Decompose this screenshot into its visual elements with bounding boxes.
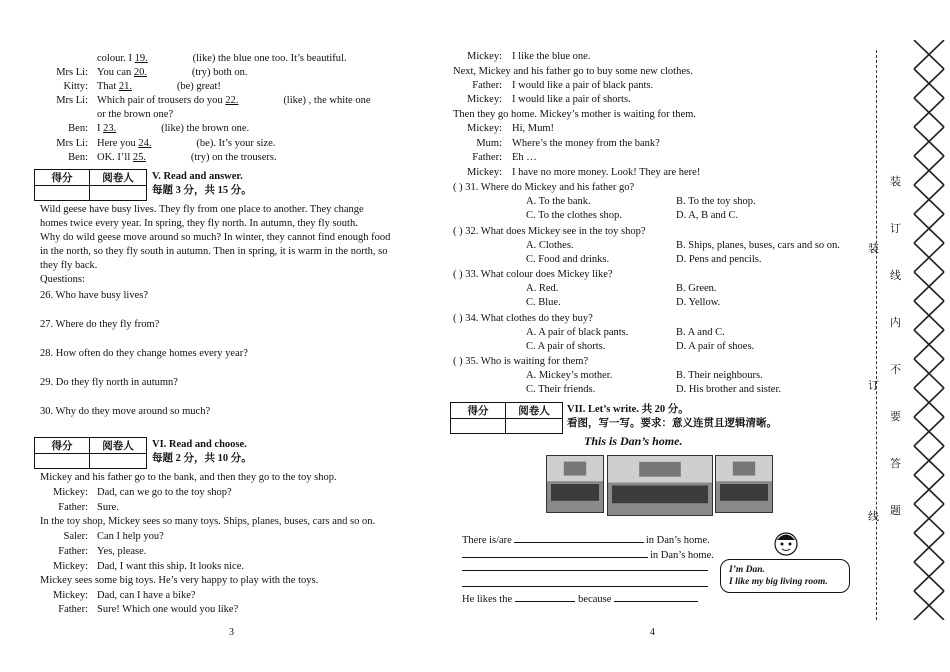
- dialog-speaker: Ben:: [68, 152, 88, 163]
- dialog-text: (try) both on.: [191, 67, 248, 78]
- write-title: This is Dan’s home.: [584, 434, 683, 448]
- dialog-text: I: [97, 123, 104, 134]
- write-blank[interactable]: [462, 576, 708, 587]
- mc-option-d[interactable]: D. A pair of shoes.: [676, 341, 755, 352]
- mc-option-a[interactable]: A. A pair of black pants.: [526, 327, 629, 338]
- score-label: 得分: [35, 438, 90, 454]
- dialog-text: (be) great!: [176, 81, 221, 92]
- story-line: I have no more money. Look! They are here!: [512, 167, 701, 178]
- dialog-text: That: [97, 81, 119, 92]
- score-cell[interactable]: [451, 419, 506, 434]
- mc-option-a[interactable]: A. Red.: [526, 283, 559, 294]
- score-box-vi: [34, 437, 147, 469]
- story-speaker: Father:: [58, 604, 88, 615]
- room-photo-1: [546, 455, 604, 513]
- score-label: 得分: [35, 170, 90, 186]
- write-blank[interactable]: [614, 591, 698, 602]
- dialog-line: [97, 108, 173, 122]
- page-number: 4: [650, 627, 655, 638]
- dialog-text: (like) , the white one: [283, 95, 371, 106]
- passage-line: homes twice every year. In spring, they fly north. In autumn, they fly south.: [40, 218, 358, 229]
- answer-blank[interactable]: 25.: [132, 152, 146, 163]
- dialog-text: (like) the brown one.: [161, 123, 250, 134]
- story-speaker: Father:: [472, 152, 502, 163]
- story-line: Where’s the money from the bank?: [512, 138, 660, 149]
- mc-option-c[interactable]: C. A pair of shorts.: [526, 341, 606, 352]
- dialog-speaker: Ben:: [68, 123, 88, 134]
- story-line: Then they go home. Mickey’s mother is waiting for them.: [453, 109, 696, 120]
- mc-option-a[interactable]: A. Mickey’s mother.: [526, 370, 613, 381]
- dialog-text: or the brown one?: [97, 109, 174, 120]
- answer-blank[interactable]: 23.: [103, 123, 117, 134]
- write-line-mid: because: [578, 594, 612, 605]
- dialog-line: [97, 94, 371, 108]
- binding-char-inner: 线: [868, 510, 879, 523]
- mc-option-c[interactable]: C. Food and drinks.: [526, 254, 610, 265]
- story-line: Eh …: [512, 152, 537, 163]
- binding-char: 内: [890, 316, 901, 329]
- story-line: I would like a pair of black pants.: [512, 80, 654, 91]
- mc-option-a[interactable]: A. To the bank.: [526, 196, 591, 207]
- score-cell[interactable]: [35, 454, 90, 469]
- question: 29. Do they fly north in autumn?: [40, 377, 178, 388]
- question: 27. Where do they fly from?: [40, 319, 160, 330]
- story-line: I would like a pair of shorts.: [512, 94, 631, 105]
- score-box-vii: [450, 402, 563, 434]
- binding-char: 要: [890, 410, 901, 423]
- dialog-text: (try) on the trousers.: [190, 152, 277, 163]
- passage-line: Wild geese have busy lives. They fly from one place to another. They change: [40, 204, 364, 215]
- page-right: [450, 0, 870, 672]
- mc-option-b[interactable]: B. Ships, planes, buses, cars and so on.: [676, 240, 840, 251]
- story-line: Dad, can I have a bike?: [97, 590, 196, 601]
- section-title: VI. Read and choose.: [152, 439, 247, 450]
- dialog-speaker: Mrs Li:: [56, 67, 88, 78]
- write-line-suffix: in Dan’s home.: [650, 550, 714, 561]
- binding-margin: [870, 0, 950, 672]
- mc-option-b[interactable]: B. To the toy shop.: [676, 196, 756, 207]
- story-line: Hi, Mum!: [512, 123, 554, 134]
- mc-option-c[interactable]: C. Blue.: [526, 297, 561, 308]
- story-speaker: Mickey:: [467, 51, 502, 62]
- dan-character-icon: [772, 529, 800, 557]
- section-title-text: VII. Let’s write.: [567, 404, 639, 415]
- story-line: Sure! Which one would you like?: [97, 604, 239, 615]
- cross-pattern-icon: [912, 40, 948, 620]
- write-blank[interactable]: [515, 591, 575, 602]
- question: 30. Why do they move around so much?: [40, 406, 211, 417]
- story-speaker: Mum:: [476, 138, 502, 149]
- score-cell[interactable]: [35, 186, 90, 201]
- mc-option-b[interactable]: B. Their neighbours.: [676, 370, 763, 381]
- mc-option-c[interactable]: C. To the clothes shop.: [526, 210, 622, 221]
- mc-option-c[interactable]: C. Their friends.: [526, 384, 596, 395]
- write-line-prefix: He likes the: [462, 594, 513, 605]
- story-speaker: Mickey:: [467, 167, 502, 178]
- binding-char: 题: [890, 504, 901, 517]
- passage-line: in the north, so they fly south in autumn. Then in spring, it is warm in the north, so: [40, 246, 388, 257]
- write-blank[interactable]: [514, 532, 644, 543]
- story-speaker: Mickey:: [53, 590, 88, 601]
- dialog-text: (like) the blue one too. It’s beautiful.: [192, 53, 347, 64]
- dialog-line: [97, 66, 248, 80]
- speech-bubble: [720, 559, 850, 593]
- story-line: Next, Mickey and his father go to buy some new clothes.: [453, 66, 693, 77]
- binding-char: 不: [890, 363, 901, 376]
- story-speaker: Mickey:: [53, 561, 88, 572]
- story-speaker: Mickey:: [467, 123, 502, 134]
- binding-char: 答: [890, 457, 901, 470]
- bubble-line-2: I like my big living room.: [729, 577, 828, 587]
- dialog-speaker: Mrs Li:: [56, 138, 88, 149]
- story-line: I like the blue one.: [512, 51, 591, 62]
- mc-question[interactable]: ( ) 35. Who is waiting for them?: [453, 356, 589, 367]
- story-speaker: Saler:: [63, 531, 88, 542]
- write-blank[interactable]: [462, 547, 648, 558]
- story-speaker: Father:: [472, 80, 502, 91]
- binding-char: 订: [890, 222, 901, 235]
- dialog-line: [97, 52, 347, 66]
- mc-option-b[interactable]: B. Green.: [676, 283, 717, 294]
- binding-char: 装: [890, 175, 901, 188]
- story-speaker: Father:: [58, 546, 88, 557]
- dialog-speaker: Mrs Li:: [56, 95, 88, 106]
- grader-label: 阅卷人: [90, 438, 147, 454]
- binding-char-inner: 订: [868, 379, 879, 392]
- story-line: Mickey and his father go to the bank, and then they go to the toy shop.: [40, 472, 337, 483]
- score-box-v: [34, 169, 147, 201]
- binding-char-inner: 装: [868, 242, 879, 255]
- write-line-prefix: There is/are: [462, 535, 512, 546]
- mc-question[interactable]: ( ) 31. Where do Mickey and his father go?: [453, 182, 635, 193]
- bubble-line-1: I’m Dan.: [729, 565, 765, 575]
- section-points: 共 20 分。: [641, 404, 689, 415]
- story-line: Mickey sees some big toys. He’s very happy to play with the toys.: [40, 575, 319, 586]
- dialog-speaker: Kitty:: [63, 81, 88, 92]
- room-photo-3: [715, 455, 773, 513]
- mc-option-d[interactable]: D. Yellow.: [676, 297, 721, 308]
- binding-char: 线: [890, 269, 901, 282]
- mc-question[interactable]: ( ) 32. What does Mickey see in the toy shop?: [453, 226, 646, 237]
- section-points: 每题 2 分，共 10 分。: [152, 453, 252, 464]
- write-blank[interactable]: [462, 560, 708, 571]
- answer-blank[interactable]: 19.: [134, 53, 148, 64]
- story-line: In the toy shop, Mickey sees so many toys. Ships, planes, buses, cars and so on.: [40, 516, 376, 527]
- question: 26. Who have busy lives?: [40, 290, 148, 301]
- answer-blank[interactable]: 24.: [138, 138, 152, 149]
- score-label: 得分: [451, 403, 506, 419]
- page-number: 3: [229, 627, 234, 638]
- mc-option-b[interactable]: B. A and C.: [676, 327, 725, 338]
- write-line-5: [462, 591, 698, 607]
- story-line: Yes, please.: [97, 546, 147, 557]
- dialog-text: Here you: [97, 138, 139, 149]
- question: 28. How often do they change homes every year?: [40, 348, 248, 359]
- dialog-text: colour. I: [97, 53, 135, 64]
- dialog-line: [97, 122, 249, 136]
- section-instruction: 看图，写一写。要求：意义连贯且逻辑清晰。: [567, 418, 777, 429]
- dialog-line: [97, 137, 275, 151]
- mc-option-d[interactable]: D. His brother and sister.: [676, 384, 781, 395]
- dialog-text: Which pair of trousers do you: [97, 95, 226, 106]
- write-line-suffix: in Dan’s home.: [645, 535, 710, 546]
- story-speaker: Mickey:: [53, 487, 88, 498]
- section-title: V. Read and answer.: [152, 171, 243, 182]
- grader-cell[interactable]: [90, 454, 147, 469]
- answer-blank[interactable]: 21.: [118, 81, 132, 92]
- page-left: [0, 0, 450, 672]
- dialog-text: OK. I’ll: [97, 152, 133, 163]
- passage-line: they fly back.: [40, 260, 98, 271]
- dialog-text: (be). It’s your size.: [196, 138, 276, 149]
- grader-cell[interactable]: [506, 419, 563, 434]
- grader-cell[interactable]: [90, 186, 147, 201]
- mc-option-d[interactable]: D. Pens and pencils.: [676, 254, 762, 265]
- mc-question[interactable]: ( ) 33. What colour does Mickey like?: [453, 269, 613, 280]
- dialog-line: [97, 80, 221, 94]
- grader-label: 阅卷人: [506, 403, 563, 419]
- dialog-line: [97, 151, 277, 165]
- section-points: 每题 3 分，共 15 分。: [152, 185, 252, 196]
- answer-blank[interactable]: 22.: [225, 95, 239, 106]
- write-line-1: [462, 532, 710, 548]
- binding-dashed-line: [876, 50, 877, 620]
- mc-option-d[interactable]: D. A, B and C.: [676, 210, 739, 221]
- story-line: Can I help you?: [97, 531, 164, 542]
- story-line: Dad, can we go to the toy shop?: [97, 487, 232, 498]
- mc-option-a[interactable]: A. Clothes.: [526, 240, 574, 251]
- room-photo-2: [607, 455, 713, 516]
- story-speaker: Father:: [58, 502, 88, 513]
- story-speaker: Mickey:: [467, 94, 502, 105]
- section-title: [567, 403, 689, 417]
- passage-line: Why do wild geese move around so much? In winter, they cannot find enough food: [40, 232, 391, 243]
- mc-question[interactable]: ( ) 34. What clothes do they buy?: [453, 313, 593, 324]
- dialog-text: You can: [97, 67, 134, 78]
- story-line: Sure.: [97, 502, 119, 513]
- grader-label: 阅卷人: [90, 170, 147, 186]
- answer-blank[interactable]: 20.: [133, 67, 147, 78]
- passage-line: Questions:: [40, 274, 85, 285]
- story-line: Dad, I want this ship. It looks nice.: [97, 561, 244, 572]
